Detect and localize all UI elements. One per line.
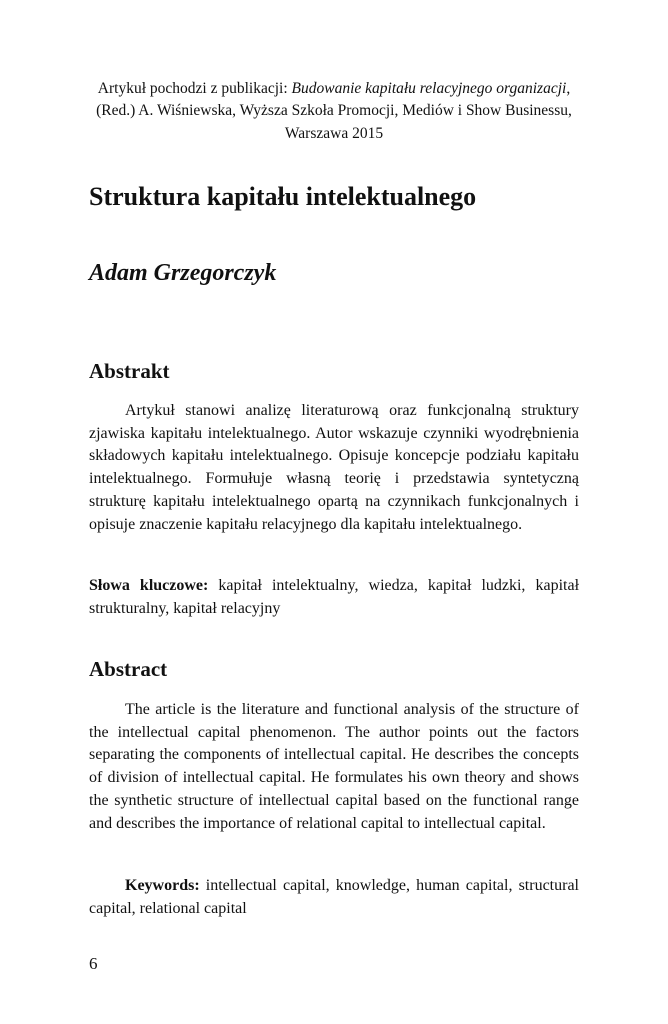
source-prefix: Artykuł pochodzi z publikacji: — [97, 79, 292, 97]
keywords-en — [89, 875, 579, 920]
keywords-pl-label: Słowa kluczowe: — [89, 577, 209, 594]
source-suffix: , (Red.) A. Wiśniewska, Wyższa Szkoła Promocji, Mediów i Show Businessu, Warszawa 2015 — [96, 79, 572, 142]
keywords-pl-list: kapitał intelektualny, wiedza, kapitał ludzki, kapitał strukturalny, kapitał relacyjny — [89, 577, 580, 617]
source-note — [89, 78, 579, 146]
abstract-en-text: The article is the literature and functional analysis of the structure of the intellectual capital phenomenon. The author points out the factors separating the components of intellectual capital. He describes the concepts of division of intellectual capital. He formulates his own theory and shows the synthetic structure of intellectual capital based on the functional range and describes the importance of relational capital to intellectual capital. — [89, 701, 579, 832]
abstract-en-heading: Abstract — [89, 657, 168, 681]
keywords-en-label: Keywords: — [125, 877, 200, 894]
keywords-en-list: intellectual capital, knowledge, human capital, structural capital, relational capital — [89, 877, 579, 917]
source-publication-title: Budowanie kapitału relacyjnego organizacji — [291, 79, 567, 97]
article-author: Adam Grzegorczyk — [89, 260, 277, 286]
abstract-pl-heading: Abstrakt — [89, 359, 170, 383]
abstract-pl-text: Artykuł stanowi analizę literaturową oraz funkcjonalną struktury zjawiska kapitału intelektualnego. Autor wskazuje czynniki wyodrębnienia składowych kapitału intelektualnego. Opisuje koncepcje podziału kapitału intelektualnego. Formułuje własną teorię i przedstawia syntetyczną strukturę kapitału intelektualnego opartą na czynnikach funkcjonalnych i opisuje znaczenie kapitału relacyjnego dla kapitału intelektualnego. — [89, 402, 579, 533]
page-number: 6 — [89, 954, 98, 973]
article-title: Struktura kapitału intelektualnego — [89, 182, 477, 211]
keywords-pl — [89, 575, 579, 620]
